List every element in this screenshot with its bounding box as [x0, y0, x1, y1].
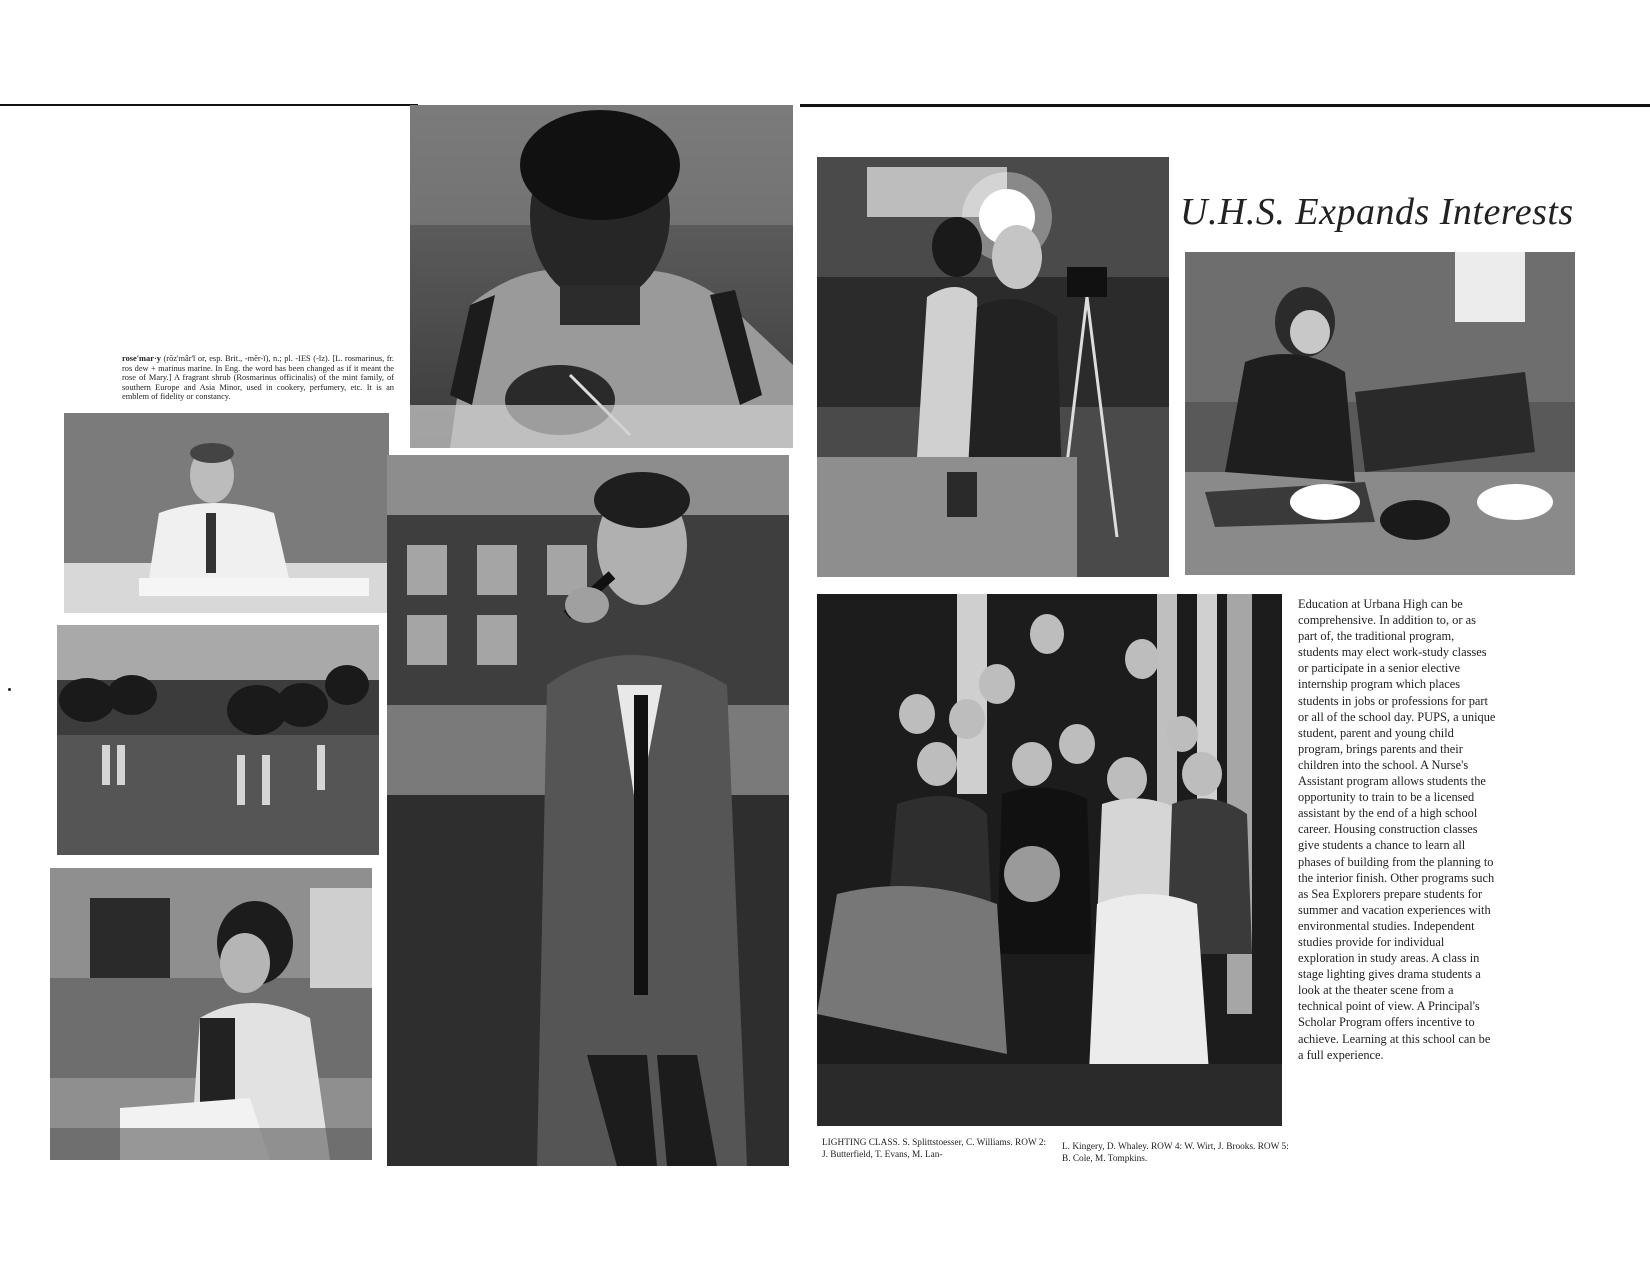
photo-teacher-desk	[64, 413, 389, 613]
photo-student-floor	[1185, 252, 1575, 575]
dictionary-definition	[122, 354, 394, 402]
photo-video-camera	[817, 157, 1169, 577]
definition-text: (rōz'mâr'ĭ or, esp. Brit., -mĕr-ĭ), n.; pl. -IES (-ĭz). [L. rosmarinus, fr. ros dew + marinus marine. In Eng. the word has been changed as if it meant the rose of Mary.] A fragrant shrub (Rosmarinus officinalis) of the mint family, of southern Europe and Asia Minor, used in cookery, perfumery, etc. It is an emblem of fidelity or constancy.	[122, 354, 395, 402]
photo-student-classroom	[50, 868, 372, 1160]
body-paragraph: Education at Urbana High can be comprehensive. In addition to, or as part of, the traditional program, students may elect work-study classes or participate in a senior elective internship program which places students in jobs or professions for part or all of the school day. PUPS, a unique student, parent and young child program, brings parents and their children into the school. A Nurse's Assistant program allows students the opportunity to train to be a licensed assistant by the end of a high school career. Housing construction classes give students a chance to learn all phases of building from the planning to the interior finish. Other programs such as Sea Explorers prepare students for summer and vacation experiences with environmental studies. Independent studies provide for individual exploration in study areas. A class in stage lighting gives drama students a look at the theater scene from a technical point of view. A Principal's Scholar Program offers incentive to achieve. Learning at this school can be a full experience.	[1298, 597, 1496, 1062]
photo-cheerleaders	[57, 625, 379, 855]
caption-right: L. Kingery, D. Whaley. ROW 4: W. Wirt, J. Brooks. ROW 5: B. Cole, M. Tompkins.	[1062, 1142, 1289, 1164]
photo-student-writing	[410, 105, 793, 448]
page-left-edge	[0, 104, 418, 106]
scan-speck	[8, 688, 11, 691]
photo-speaker-microphone	[387, 455, 789, 1166]
photo-lighting-class	[817, 594, 1282, 1126]
page-top-edge	[800, 104, 1650, 107]
page-title: U.H.S. Expands Interests	[1180, 191, 1574, 233]
caption-left: LIGHTING CLASS. S. Splittstoesser, C. Williams. ROW 2: J. Butterfield, T. Evans, M. Lan-	[822, 1138, 1047, 1160]
definition-headword: rose'mar·y	[122, 354, 161, 363]
